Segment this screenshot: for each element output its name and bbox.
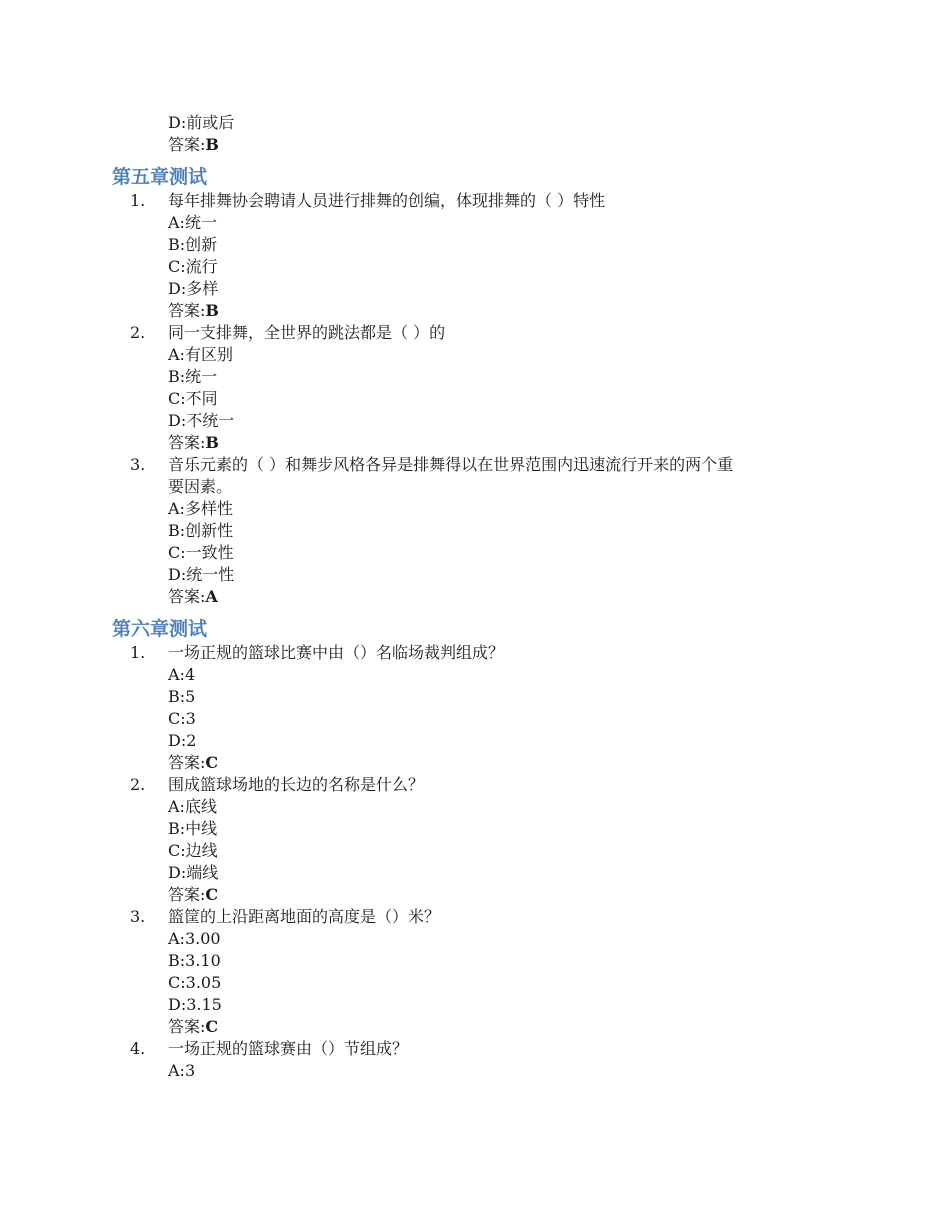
option-d: D:3.15 [168,995,222,1014]
option-a: A:4 [168,665,196,684]
answer-label: 答案: [168,135,206,154]
chapter-heading-6: 第六章测试 [112,618,208,640]
option-b: B:3.10 [168,951,221,970]
option-b: B:统一 [168,367,218,386]
answer-label: 答案: [168,301,206,320]
question-text: 每年排舞协会聘请人员进行排舞的创编，体现排舞的（ ）特性 [168,191,606,210]
answer-label: 答案: [168,433,206,452]
option-b: B:5 [168,687,196,706]
option-d: D:多样 [168,279,219,298]
question-5-3 [0,454,950,498]
option-c: C:边线 [168,841,218,860]
option-a: A:3 [168,1061,196,1080]
answer-value: C [205,753,219,772]
answer [0,1016,950,1038]
option-d: D:端线 [168,863,219,882]
question-text: 篮筐的上沿距离地面的高度是（）米？ [168,907,441,926]
question-text-line-1: 音乐元素的（ ）和舞步风格各异是排舞得以在世界范围内迅速流行开来的两个重 [168,455,734,474]
question-6-2 [0,774,950,796]
question-text: 一场正规的篮球比赛中由（）名临场裁判组成？ [168,643,505,662]
option-d: D:前或后 [168,113,235,132]
chapter-heading-5: 第五章测试 [112,166,208,188]
question-text-line-2: 要因素。 [168,477,233,496]
question-text: 同一支排舞，全世界的跳法都是（ ）的 [168,323,446,342]
answer-label: 答案: [168,885,206,904]
option-b: B:创新 [168,235,218,254]
answer-value: B [205,433,219,452]
answer-value: C [205,1017,219,1036]
option-c: C:一致性 [168,543,234,562]
question-number: 1. [130,643,146,662]
question-number: 2. [130,775,146,794]
option-c: C:3 [168,709,196,728]
answer-value: B [205,301,219,320]
answer [0,586,950,608]
option-a: A:3.00 [168,929,221,948]
answer-value: B [205,135,219,154]
question-6-3 [0,906,950,928]
answer [0,752,950,774]
option-c: C:不同 [168,389,218,408]
question-text: 一场正规的篮球赛由（）节组成？ [168,1039,409,1058]
question-number: 2. [130,323,146,342]
option-a: A:底线 [168,797,217,816]
question-6-4 [0,1038,950,1060]
question-number: 3. [130,455,146,474]
question-text: 围成篮球场地的长边的名称是什么？ [168,775,425,794]
answer-value: C [205,885,219,904]
question-5-2 [0,322,950,344]
option-b: B:中线 [168,819,218,838]
answer [0,300,950,322]
option-c: C:流行 [168,257,218,276]
question-number: 3. [130,907,146,926]
option-a: A:统一 [168,213,217,232]
answer [0,432,950,454]
question-number: 1. [130,191,146,210]
question-6-1 [0,642,950,664]
option-a: A:多样性 [168,499,233,518]
option-b: B:创新性 [168,521,234,540]
document-page [0,112,950,1082]
answer [0,884,950,906]
answer-label: 答案: [168,587,206,606]
option-c: C:3.05 [168,973,222,992]
option-d: D:统一性 [168,565,235,584]
answer-label: 答案: [168,753,206,772]
option-a: A:有区别 [168,345,233,364]
answer [0,134,950,156]
answer-label: 答案: [168,1017,206,1036]
option-d: D:2 [168,731,197,750]
option-d: D:不统一 [168,411,235,430]
answer-value: A [205,587,218,606]
question-5-1 [0,190,950,212]
question-number: 4. [130,1039,146,1058]
